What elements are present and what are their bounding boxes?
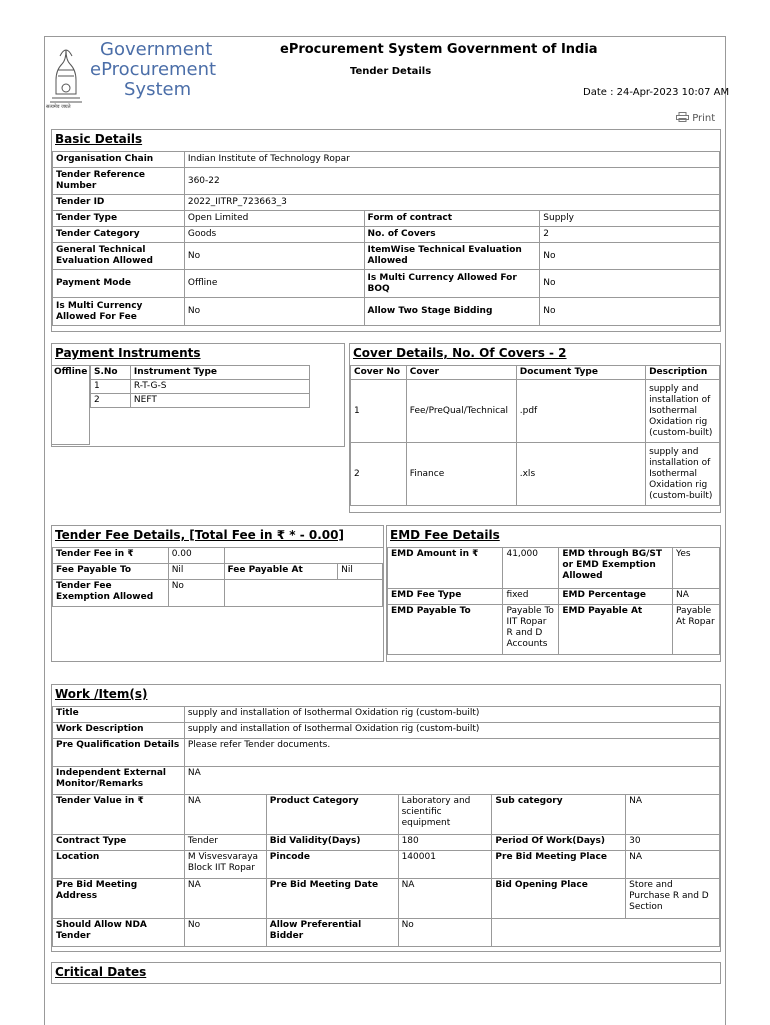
- value: No: [398, 919, 492, 947]
- value: Payable To IIT Ropar R and D Accounts: [503, 605, 559, 655]
- value: 2: [540, 227, 720, 243]
- value: Payable At Ropar: [673, 605, 720, 655]
- work-items-section: [51, 684, 721, 952]
- payment-mode-label: Offline: [52, 365, 90, 445]
- value: Yes: [673, 548, 720, 589]
- value: No: [184, 919, 266, 947]
- label: Pre Bid Meeting Place: [492, 851, 626, 879]
- value: No: [540, 298, 720, 326]
- label: Tender Fee in ₹: [53, 548, 169, 564]
- print-label: Print: [692, 113, 716, 124]
- value: NA: [184, 767, 719, 795]
- label: EMD Payable At: [559, 605, 673, 655]
- empty-cell: [492, 919, 720, 947]
- cover-details-heading: Cover Details, No. Of Covers - 2: [353, 346, 567, 360]
- basic-details-heading: Basic Details: [55, 132, 143, 146]
- table-row: [351, 443, 720, 506]
- value: M Visvesvaraya Block IIT Ropar: [184, 851, 266, 879]
- label: Tender Value in ₹: [53, 795, 185, 835]
- table-row: [351, 380, 720, 443]
- cell: Finance: [406, 443, 516, 506]
- label: Tender Fee Exemption Allowed: [53, 580, 169, 607]
- value: No: [168, 580, 224, 607]
- label: ItemWise Technical Evaluation Allowed: [364, 243, 540, 270]
- table-row: [91, 394, 310, 408]
- value: 360-22: [184, 168, 719, 195]
- value: Nil: [338, 564, 383, 580]
- value: Please refer Tender documents.: [184, 739, 719, 767]
- label: General Technical Evaluation Allowed: [53, 243, 185, 270]
- value: NA: [184, 879, 266, 919]
- label: Allow Preferential Bidder: [266, 919, 398, 947]
- label: Location: [53, 851, 185, 879]
- value: NA: [184, 795, 266, 835]
- label: Period Of Work(Days): [492, 835, 626, 851]
- emd-fee-table: [387, 547, 720, 655]
- value: Supply: [540, 211, 720, 227]
- cell: 1: [351, 380, 407, 443]
- cover-details-table: [350, 365, 720, 506]
- label: Tender Category: [53, 227, 185, 243]
- label: Fee Payable To: [53, 564, 169, 580]
- value: NA: [626, 851, 720, 879]
- brand-wordmark: [90, 40, 216, 100]
- column-header: Cover No: [351, 366, 407, 380]
- label: Is Multi Currency Allowed For BOQ: [364, 270, 540, 298]
- brand-line-1: Government: [100, 39, 213, 60]
- value: NA: [626, 795, 720, 835]
- value: Offline: [184, 270, 364, 298]
- value: supply and installation of Isothermal Oxidation rig (custom-built): [184, 723, 719, 739]
- basic-details-section: [51, 129, 721, 332]
- payment-instruments-heading: Payment Instruments: [55, 346, 201, 360]
- cell: 1: [91, 380, 131, 394]
- label: Fee Payable At: [224, 564, 338, 580]
- emd-fee-section: [386, 525, 721, 662]
- cell: .pdf: [516, 380, 645, 443]
- value: 0.00: [168, 548, 224, 564]
- value: 30: [626, 835, 720, 851]
- cell: 2: [91, 394, 131, 408]
- value: No: [184, 298, 364, 326]
- column-header: Document Type: [516, 366, 645, 380]
- label: Bid Validity(Days): [266, 835, 398, 851]
- cell: supply and installation of Isothermal Oxidation rig (custom-built): [646, 443, 720, 506]
- label: Organisation Chain: [53, 152, 185, 168]
- label: Title: [53, 707, 185, 723]
- cell: NEFT: [130, 394, 309, 408]
- value: Indian Institute of Technology Ropar: [184, 152, 719, 168]
- emd-fee-heading: EMD Fee Details: [390, 528, 500, 542]
- page-title: eProcurement System Government of India: [280, 42, 598, 57]
- label: Pre Bid Meeting Address: [53, 879, 185, 919]
- brand-line-3: System: [124, 79, 192, 100]
- label: EMD Amount in ₹: [388, 548, 503, 589]
- critical-dates-section: [51, 962, 721, 984]
- label: Product Category: [266, 795, 398, 835]
- label: EMD through BG/ST or EMD Exemption Allowed: [559, 548, 673, 589]
- label: Should Allow NDA Tender: [53, 919, 185, 947]
- work-items-table: [52, 706, 720, 947]
- report-date: Date : 24-Apr-2023 10:07 AM: [583, 87, 730, 98]
- label: Allow Two Stage Bidding: [364, 298, 540, 326]
- value: Tender: [184, 835, 266, 851]
- payment-instruments-table: [90, 365, 310, 408]
- tender-fee-section: [51, 525, 384, 662]
- value: fixed: [503, 589, 559, 605]
- column-header: S.No: [91, 366, 131, 380]
- print-button[interactable]: [676, 112, 715, 124]
- cell: 2: [351, 443, 407, 506]
- column-header: Description: [646, 366, 720, 380]
- value: 2022_IITRP_723663_3: [184, 195, 719, 211]
- label: No. of Covers: [364, 227, 540, 243]
- cell: supply and installation of Isothermal Oxidation rig (custom-built): [646, 380, 720, 443]
- gepnic-logo: [44, 38, 244, 118]
- label: EMD Fee Type: [388, 589, 503, 605]
- critical-dates-heading: Critical Dates: [55, 965, 147, 979]
- empty-cell: [224, 548, 382, 564]
- value: Open Limited: [184, 211, 364, 227]
- brand-line-2: eProcurement: [90, 59, 217, 80]
- tender-fee-table: [52, 547, 383, 607]
- value: 41,000: [503, 548, 559, 589]
- emblem-caption: सत्यमेव जयते: [46, 104, 71, 110]
- label: Pincode: [266, 851, 398, 879]
- cover-details-section: [349, 343, 721, 513]
- cell: Fee/PreQual/Technical: [406, 380, 516, 443]
- label: Tender ID: [53, 195, 185, 211]
- value: NA: [673, 589, 720, 605]
- label: Pre Qualification Details: [53, 739, 185, 767]
- label: Payment Mode: [53, 270, 185, 298]
- label: EMD Percentage: [559, 589, 673, 605]
- cell: R-T-G-S: [130, 380, 309, 394]
- value: No: [540, 243, 720, 270]
- printer-icon: [676, 112, 689, 122]
- empty-cell: [224, 580, 382, 607]
- value: No: [540, 270, 720, 298]
- label: EMD Payable To: [388, 605, 503, 655]
- label: Pre Bid Meeting Date: [266, 879, 398, 919]
- cell: .xls: [516, 443, 645, 506]
- value: 140001: [398, 851, 492, 879]
- value: NA: [398, 879, 492, 919]
- column-header: Instrument Type: [130, 366, 309, 380]
- label: Is Multi Currency Allowed For Fee: [53, 298, 185, 326]
- label: Tender Reference Number: [53, 168, 185, 195]
- basic-details-table: [52, 151, 720, 326]
- payment-instruments-section: [51, 343, 345, 447]
- work-items-heading: Work /Item(s): [55, 687, 148, 701]
- label: Form of contract: [364, 211, 540, 227]
- value: Store and Purchase R and D Section: [626, 879, 720, 919]
- value: No: [184, 243, 364, 270]
- page-subtitle: Tender Details: [350, 66, 432, 77]
- label: Independent External Monitor/Remarks: [53, 767, 185, 795]
- label: Tender Type: [53, 211, 185, 227]
- value: supply and installation of Isothermal Oxidation rig (custom-built): [184, 707, 719, 723]
- tender-fee-heading: Tender Fee Details, [Total Fee in ₹ * - 0.00]: [55, 528, 344, 542]
- label: Sub category: [492, 795, 626, 835]
- value: Goods: [184, 227, 364, 243]
- table-row: [91, 380, 310, 394]
- national-emblem-icon: [44, 40, 88, 106]
- column-header: Cover: [406, 366, 516, 380]
- value: Nil: [168, 564, 224, 580]
- label: Bid Opening Place: [492, 879, 626, 919]
- value: Laboratory and scientific equipment: [398, 795, 492, 835]
- value: 180: [398, 835, 492, 851]
- label: Contract Type: [53, 835, 185, 851]
- label: Work Description: [53, 723, 185, 739]
